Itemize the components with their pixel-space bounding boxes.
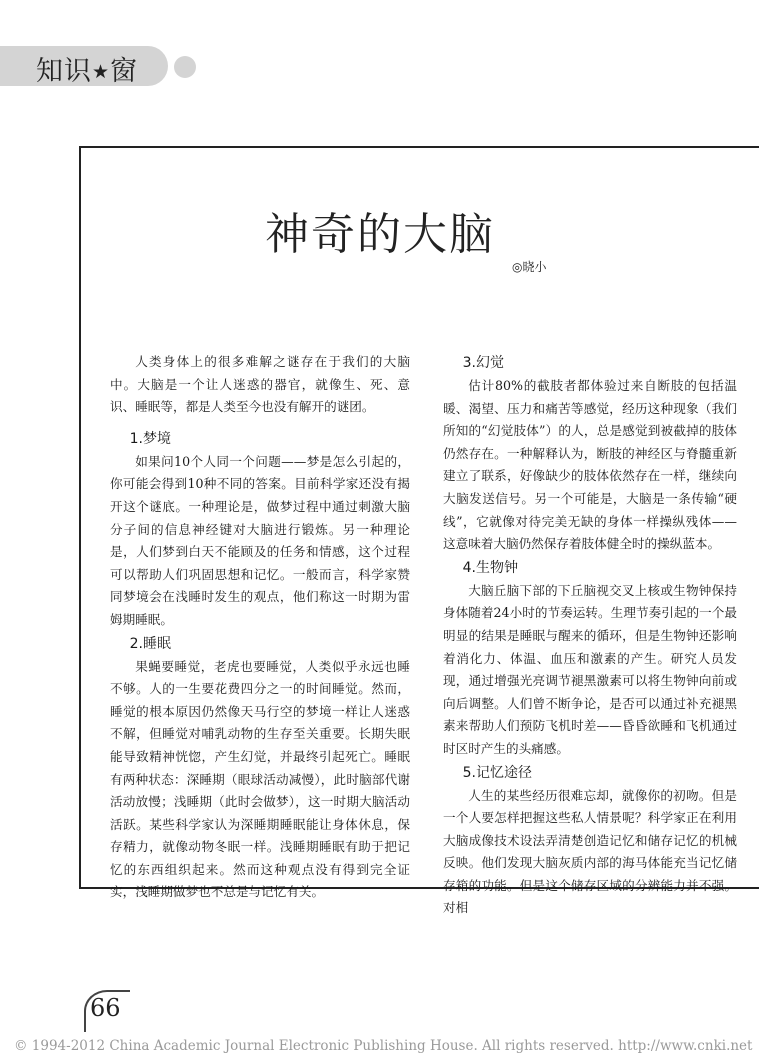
- decorative-dot: [174, 56, 196, 78]
- section-heading-memory: 5.记忆途径: [462, 764, 532, 781]
- section-body-phantom: 估计80%的截肢者都体验过来自断肢的包括温暖、渴望、压力和痛苦等感觉，经历这种现象（我们所知的“幻觉肢体”）的人，总是感觉到被截掉的肢体仍然存在。一种解释认为，断肢的神经区与脊髓重新建立了联系，好像缺少的肢体依然存在一样，继续向大脑发送信号。另一个可能是，大脑是一条传输“硬线”，它就像对待完美无缺的身体一样操纵残体——这意味着大脑仍然保存着肢体健全时的操纵蓝本。: [443, 378, 737, 552]
- article-title: 神奇的大脑: [265, 209, 495, 260]
- section-heading-clock: 4.生物钟: [462, 559, 518, 576]
- right-column: [443, 351, 737, 920]
- page-number: 66: [90, 994, 121, 1022]
- left-column: [110, 351, 410, 904]
- section-body-dream: 如果问10个人同一个问题——梦是怎么引起的，你可能会得到10种不同的答案。目前科学家还没有揭开这个谜底。一种理论是，做梦过程中通过刺激大脑分子间的信息神经键对大脑进行锻炼。另一种理论是，人们梦到白天不能顾及的任务和情感，这个过程可以帮助人们巩固思想和记忆。一般而言，科学家赞同梦境会在浅睡时发生的观点，他们称这一时期为雷姆期睡眠。: [110, 453, 410, 627]
- section-heading-phantom: 3.幻觉: [462, 355, 504, 371]
- section-label: 知识★窗: [36, 56, 139, 87]
- section-body-memory: 人生的某些经历很难忘却，就像你的初吻。但是一个人要怎样把握这些私人情景呢？科学家正在利用大脑成像技术设法弄清楚创造记忆和储存记忆的机械反映。他们发现大脑灰质内部的海马体能充当记忆储存箱的功能。但是这个储存区域的分辨能力并不强。对相: [443, 787, 737, 916]
- copyright-footer: © 1994-2012 China Academic Journal Electronic Publishing House. All rights reserved. http://www.cnki.net: [14, 1038, 753, 1054]
- star-icon: ★: [92, 61, 111, 83]
- section-heading-dream: 1.梦境: [129, 430, 171, 447]
- section-body-sleep: 果蝇要睡觉，老虎也要睡觉，人类似乎永远也睡不够。人的一生要花费四分之一的时间睡觉。然而，睡觉的根本原因仍然像天马行空的梦境一样让人迷惑不解，但睡觉对哺乳动物的生存至关重要。长期失眠能导致精神恍惚，产生幻觉，并最终引起死亡。睡眠有两种状态：深睡期（眼球活动减慢），此时脑部代谢活动放慢；浅睡期（此时会做梦），这一时期大脑活动活跃。某些科学家认为深睡期睡眠能让身体休息，保存精力，就像动物冬眠一样。浅睡期睡眠有助于把记忆的东西组织起来。然而这种观点没有得到完全证实，浅睡期做梦也不总是与记忆有关。: [110, 658, 410, 900]
- section-heading-sleep: 2.睡眠: [129, 635, 171, 652]
- section-body-clock: 大脑丘脑下部的下丘脑视交叉上核或生物钟保持身体随着24小时的节奏运转。生理节奏引起的一个最明显的结果是睡眠与醒来的循环，但是生物钟还影响着消化力、体温、血压和激素的产生。研究人员发现，通过增强光亮调节褪黑激素可以将生物钟向前或向后调整。人们曾不断争论，是否可以通过补充褪黑素来帮助人们预防飞机时差——昏昏欲睡和飞机通过时区时产生的头痛感。: [443, 582, 737, 756]
- article-author: ◎晓小: [512, 260, 547, 274]
- intro-paragraph: 人类身体上的很多难解之谜存在于我们的大脑中。大脑是一个让人迷惑的器官，就像生、死、意识、睡眠等，都是人类至今也没有解开的谜团。: [110, 354, 410, 415]
